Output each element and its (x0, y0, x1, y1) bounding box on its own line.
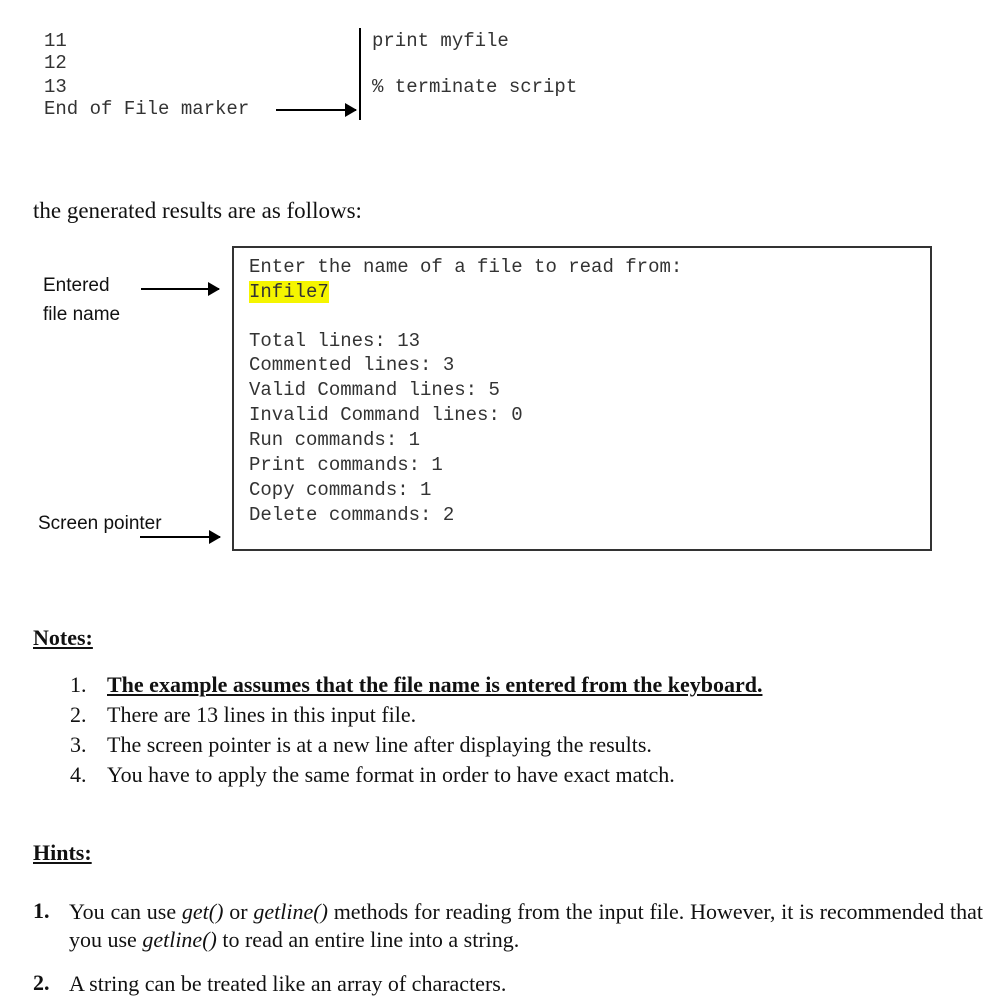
note-item (62, 702, 416, 728)
pointer-arrow-icon (140, 536, 220, 538)
note-text: You have to apply the same format in order to have exact match. (107, 762, 675, 787)
note-number: 3. (70, 732, 87, 757)
hint-text: A string can be treated like an array of characters. (69, 971, 507, 996)
note-item (62, 732, 652, 758)
label-screen-pointer: Screen pointer (38, 513, 162, 534)
eof-label: End of File marker (44, 98, 250, 120)
listing-divider (359, 28, 361, 120)
label-file-name: file name (43, 304, 121, 325)
note-number: 1. (70, 672, 87, 697)
console-entered-filename (249, 281, 329, 303)
note-item (62, 762, 675, 788)
line-number-12: 12 (44, 52, 67, 74)
hints-heading: Hints: (33, 840, 92, 865)
stat-copy-commands: Copy commands: 1 (249, 479, 432, 501)
eof-arrow-icon (276, 109, 356, 111)
hint-number: 2. (33, 970, 50, 995)
note-item (62, 672, 762, 698)
console-prompt: Enter the name of a file to read from: (249, 256, 683, 278)
line-number-13: 13 (44, 76, 67, 98)
notes-heading: Notes: (33, 625, 93, 650)
note-text: The example assumes that the file name is entered from the keyboard. (107, 672, 763, 697)
stat-print-commands: Print commands: 1 (249, 454, 443, 476)
stat-invalid-command-lines: Invalid Command lines: 0 (249, 404, 523, 426)
note-text: The screen pointer is at a new line after displaying the results. (107, 732, 652, 757)
stat-valid-command-lines: Valid Command lines: 5 (249, 379, 500, 401)
note-number: 4. (70, 762, 87, 787)
label-entered: Entered (43, 275, 110, 296)
hint-text: You can use get() or getline() methods for reading from the input file. However, it is recommended that you use getline() to read an entire line into a string. (69, 899, 989, 952)
note-number: 2. (70, 702, 87, 727)
note-text: There are 13 lines in this input file. (107, 702, 417, 727)
stat-commented-lines: Commented lines: 3 (249, 354, 455, 376)
intro-text: the generated results are as follows: (33, 198, 362, 223)
code-line-terminate: % terminate script (372, 76, 578, 98)
line-number-11: 11 (44, 30, 67, 52)
hint-number: 1. (33, 898, 50, 923)
stat-total-lines: Total lines: 13 (249, 330, 421, 352)
entered-value-highlight: Infile7 (249, 281, 329, 303)
stat-delete-commands: Delete commands: 2 (249, 504, 455, 526)
entered-arrow-icon (141, 288, 219, 290)
stat-run-commands: Run commands: 1 (249, 429, 421, 451)
code-line-print: print myfile (372, 30, 509, 52)
